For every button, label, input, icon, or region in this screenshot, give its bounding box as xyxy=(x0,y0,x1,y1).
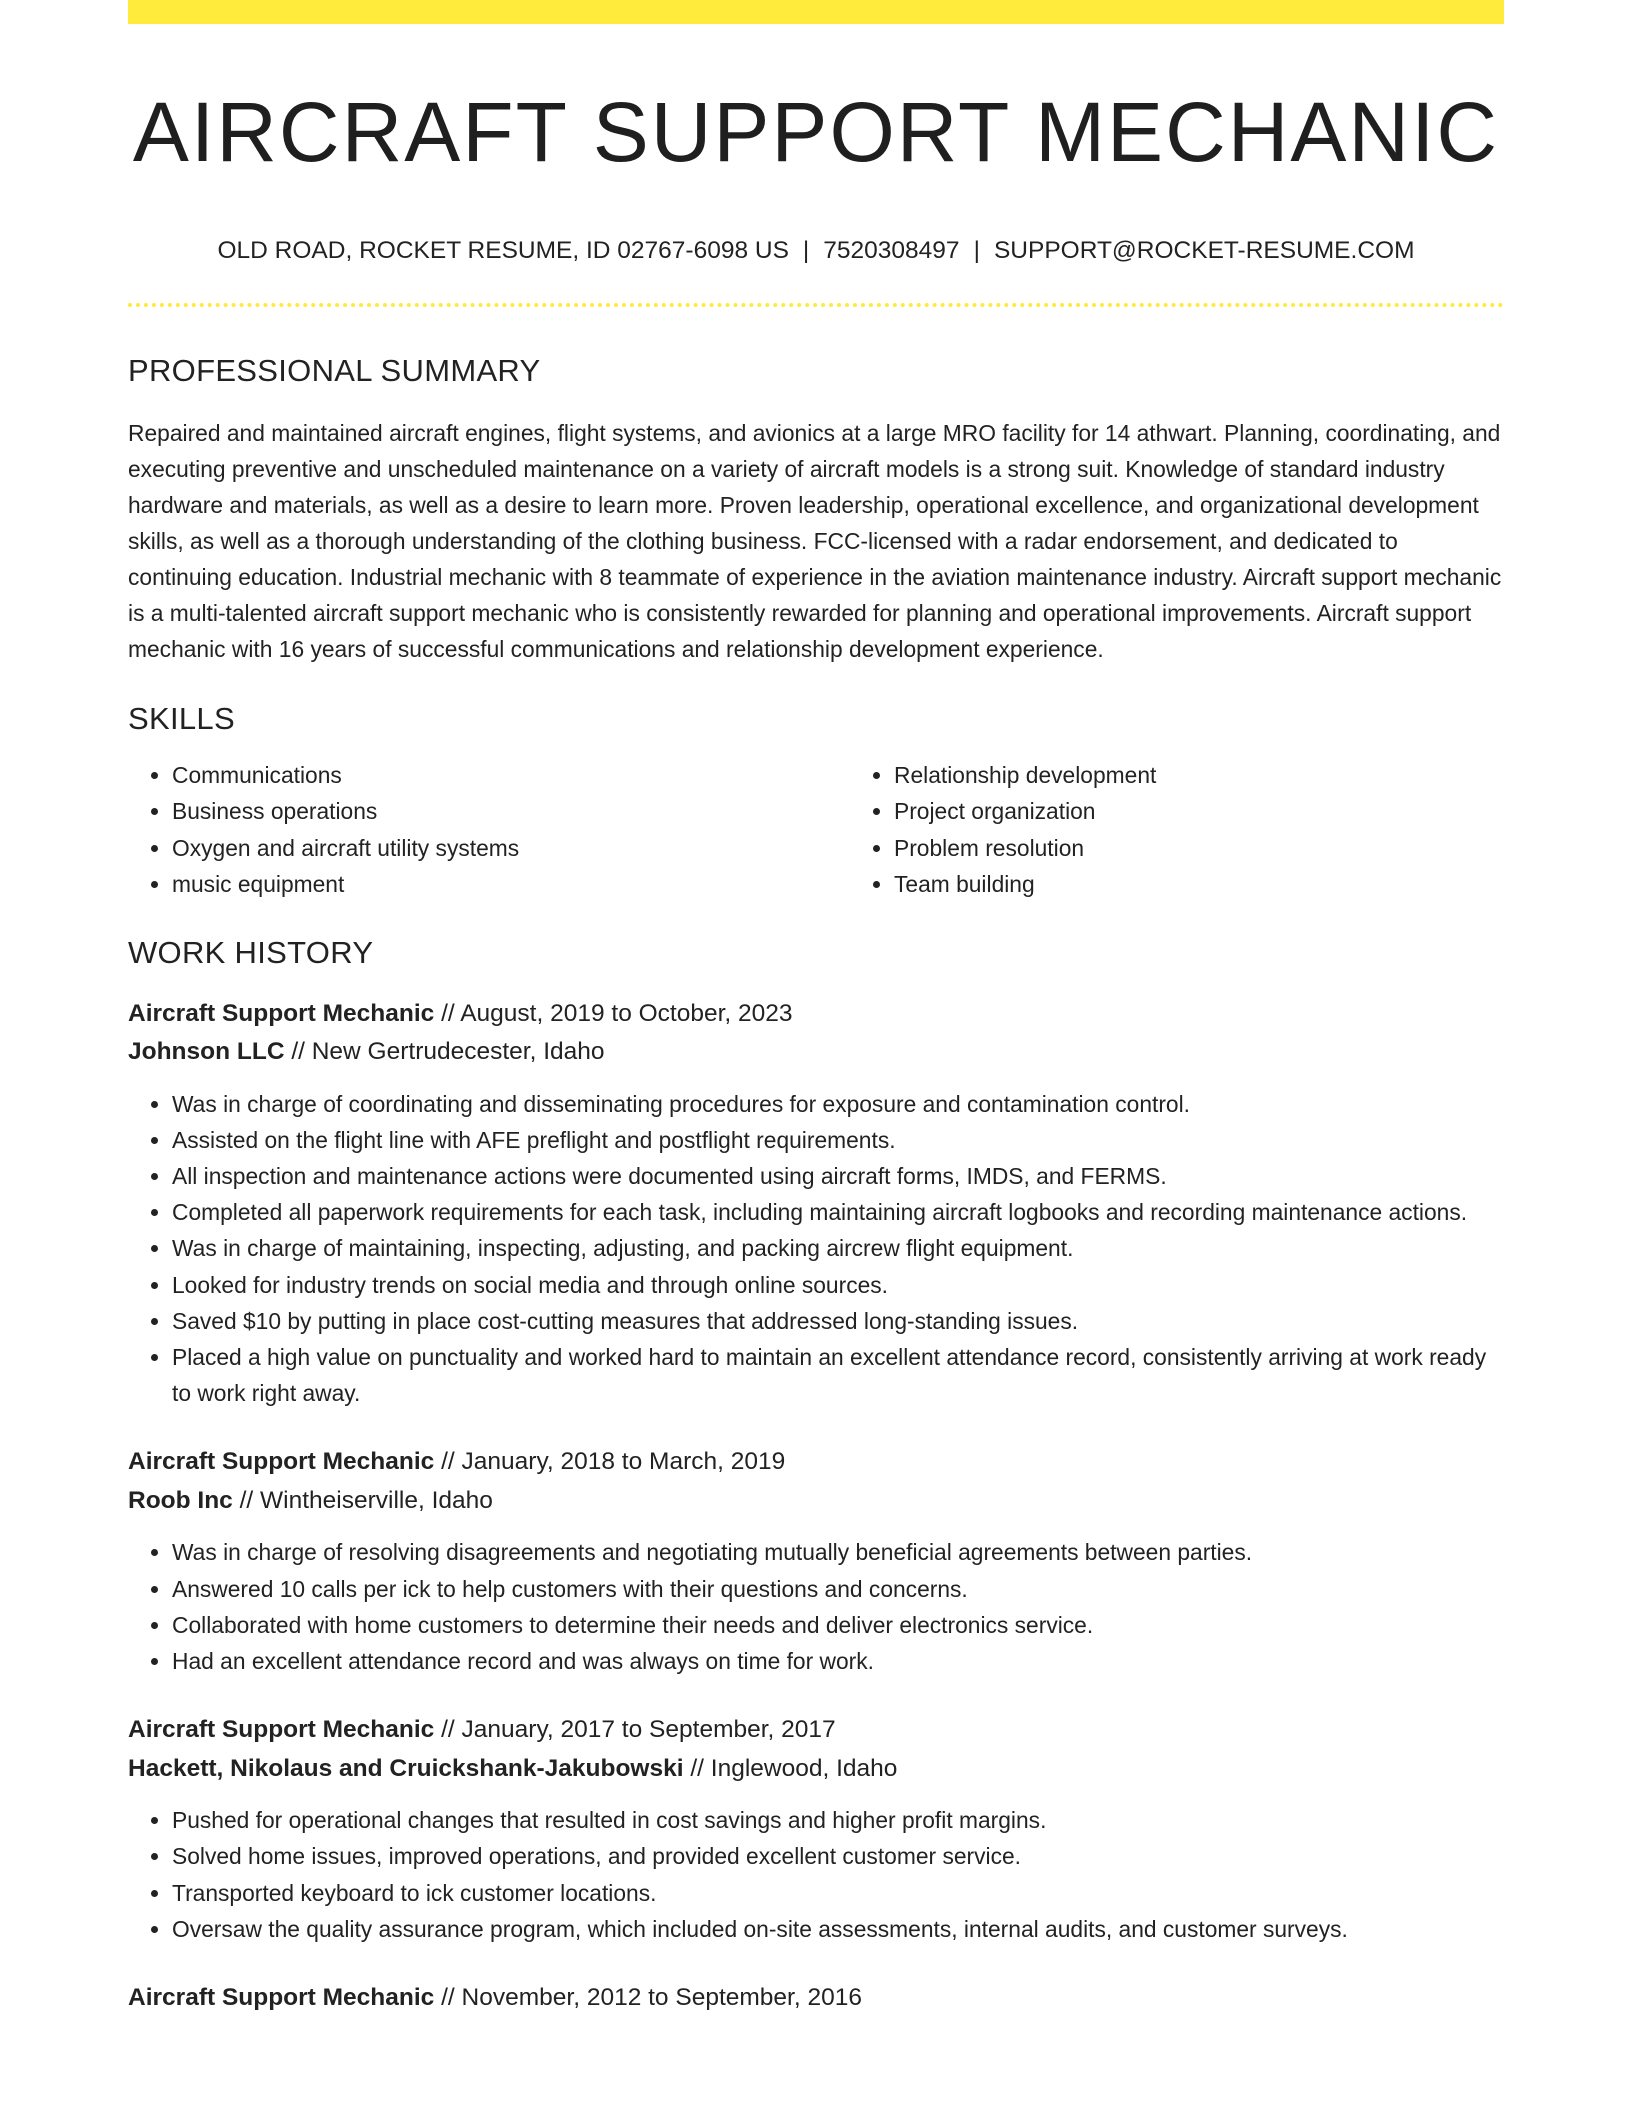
skills-column-left xyxy=(128,757,850,903)
resume-name: AIRCRAFT SUPPORT MECHANIC xyxy=(132,85,1500,179)
skill-item: • Problem resolution xyxy=(894,830,1504,867)
job-title-line xyxy=(128,1443,1504,1482)
job-bullet: • Looked for industry trends on social media and through online sources. xyxy=(172,1267,1504,1303)
job-bullet: • Had an excellent attendance record and was always on time for work. xyxy=(172,1643,1504,1679)
skill-item: • Relationship development xyxy=(894,757,1504,794)
job-entry xyxy=(128,1443,1504,1679)
job-entry xyxy=(128,1979,1504,2018)
skills-column-right xyxy=(850,757,1504,903)
skills-list xyxy=(128,757,1504,903)
job-company-line xyxy=(128,1482,1504,1521)
job-bullets xyxy=(128,1802,1504,1947)
skill-item: • Business operations xyxy=(172,793,850,830)
job-dates: // January, 2017 to September, 2017 xyxy=(434,1716,836,1744)
job-title: Aircraft Support Mechanic xyxy=(128,999,435,1027)
job-title-line xyxy=(128,995,1504,1034)
job-title: Aircraft Support Mechanic xyxy=(128,1448,435,1476)
skill-item: • Team building xyxy=(894,866,1504,903)
job-bullet: • Was in charge of resolving disagreements and negotiating mutually beneficial agreements between parties. xyxy=(172,1534,1504,1570)
job-title-line xyxy=(128,1711,1504,1750)
job-bullet: • Transported keyboard to ick customer locations. xyxy=(172,1875,1504,1911)
job-bullet: • Completed all paperwork requirements for each task, including maintaining aircraft logbooks and recording maintenance actions. xyxy=(172,1194,1504,1230)
work-history-heading: WORK HISTORY xyxy=(128,934,374,970)
job-company-line xyxy=(128,1033,1504,1072)
job-bullet: • Solved home issues, improved operations, and provided excellent customer service. xyxy=(172,1838,1504,1874)
top-accent-bar xyxy=(128,0,1504,24)
job-bullet: • All inspection and maintenance actions were documented using aircraft forms, IMDS, and FERMS. xyxy=(172,1158,1504,1194)
job-title: Aircraft Support Mechanic xyxy=(128,1716,435,1744)
skill-item: • music equipment xyxy=(172,866,850,903)
job-entry xyxy=(128,1711,1504,1947)
skill-item: • Project organization xyxy=(894,793,1504,830)
job-bullet: • Was in charge of maintaining, inspecting, adjusting, and packing aircrew flight equipment. xyxy=(172,1230,1504,1266)
job-bullet: • Assisted on the flight line with AFE preflight and postflight requirements. xyxy=(172,1122,1504,1158)
contact-phone: 7520308497 xyxy=(823,236,960,264)
job-company: Hackett, Nikolaus and Cruickshank-Jakubowski xyxy=(128,1754,684,1782)
job-bullet: • Saved $10 by putting in place cost-cutting measures that addressed long-standing issues. xyxy=(172,1303,1504,1339)
job-company: Roob Inc xyxy=(128,1486,233,1514)
job-bullets xyxy=(128,1534,1504,1679)
contact-address: OLD ROAD, ROCKET RESUME, ID 02767-6098 US xyxy=(217,236,789,264)
job-bullet: • Pushed for operational changes that resulted in cost savings and higher profit margins. xyxy=(172,1802,1504,1838)
job-bullet: • Was in charge of coordinating and disseminating procedures for exposure and contamination control. xyxy=(172,1086,1504,1122)
job-bullet: • Answered 10 calls per ick to help customers with their questions and concerns. xyxy=(172,1571,1504,1607)
job-title: Aircraft Support Mechanic xyxy=(128,1984,435,2012)
summary-text: Repaired and maintained aircraft engines, flight systems, and avionics at a large MRO facility for 14 athwart. Planning, coordinating, and executing preventive and unscheduled maintenance on a variety of aircraft models is a strong suit. Knowledge of standard industry hardware and materials, as well as a desire to learn more. Proven leadership, operational excellence, and organizational development skills, as well as a thorough understanding of the clothing business. FCC-licensed with a radar endorsement, and dedicated to continuing education. Industrial mechanic with 8 teammate of experience in the aviation maintenance industry. Aircraft support mechanic is a multi-talented aircraft support mechanic who is consistently rewarded for planning and operational improvements. Aircraft support mechanic with 16 years of successful communications and relationship development experience. xyxy=(128,419,1502,662)
job-dates: // January, 2018 to March, 2019 xyxy=(434,1448,786,1476)
resume-page xyxy=(128,0,1504,2018)
job-entry xyxy=(128,995,1504,1412)
job-dates: // August, 2019 to October, 2023 xyxy=(434,999,793,1027)
job-company: Johnson LLC xyxy=(128,1038,285,1066)
job-bullet: • Placed a high value on punctuality and worked hard to maintain an excellent attendance record, consistently arriving at work ready to work right away. xyxy=(172,1339,1504,1411)
summary-heading: PROFESSIONAL SUMMARY xyxy=(128,352,541,388)
job-title-line xyxy=(128,1979,1504,2018)
dotted-divider xyxy=(128,303,1504,307)
contact-email[interactable]: SUPPORT@ROCKET-RESUME.COM xyxy=(993,236,1415,264)
job-dates: // November, 2012 to September, 2016 xyxy=(434,1984,862,2012)
skills-heading: SKILLS xyxy=(128,700,235,736)
job-company-line xyxy=(128,1750,1504,1789)
contact-separator: | xyxy=(973,236,980,264)
job-location: // New Gertrudecester, Idaho xyxy=(284,1038,605,1066)
skill-item: • Oxygen and aircraft utility systems xyxy=(172,830,850,867)
contact-separator: | xyxy=(802,236,810,264)
job-location: // Wintheiserville, Idaho xyxy=(232,1486,493,1514)
skill-item: • Communications xyxy=(172,757,850,794)
job-bullet: • Collaborated with home customers to determine their needs and deliver electronics service. xyxy=(172,1607,1504,1643)
job-bullet: • Oversaw the quality assurance program, which included on-site assessments, internal audits, and customer surveys. xyxy=(172,1911,1504,1947)
contact-line xyxy=(128,237,1504,265)
job-bullets xyxy=(128,1086,1504,1412)
job-location: // Inglewood, Idaho xyxy=(683,1754,898,1782)
